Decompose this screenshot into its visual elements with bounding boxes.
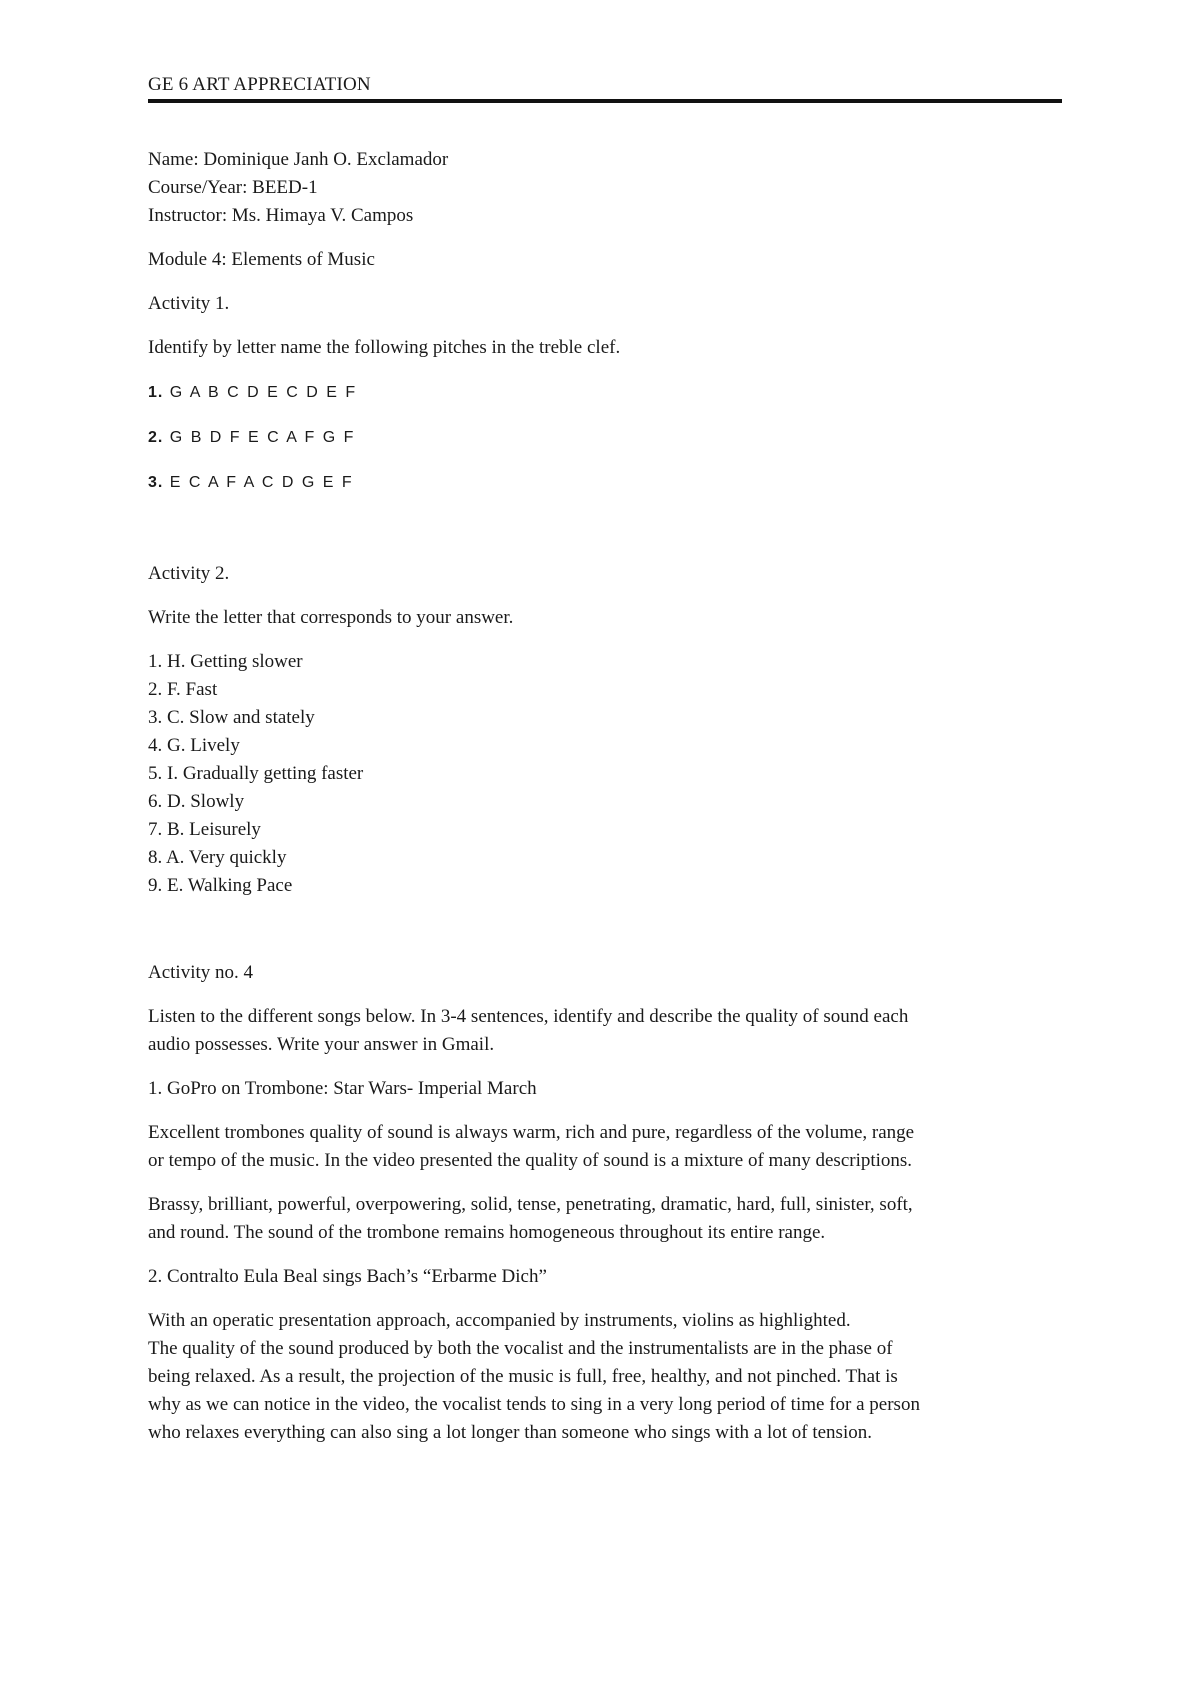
activity2-answer: 3. C. Slow and stately (148, 707, 315, 728)
activity2-answer: 4. G. Lively (148, 735, 240, 756)
activity2-instruction: Write the letter that corresponds to your answer. (148, 607, 514, 628)
activity2-answer: 1. H. Getting slower (148, 651, 303, 672)
song2-title: 2. Contralto Eula Beal sings Bach’s “Erbarme Dich” (148, 1266, 547, 1287)
activity1-answer-3 (148, 471, 354, 495)
activity4-instruction: audio possesses. Write your answer in Gmail. (148, 1034, 495, 1055)
activity1-answer-1 (148, 381, 357, 405)
student-name: Name: Dominique Janh O. Exclamador (148, 149, 449, 170)
activity2-answer: 6. D. Slowly (148, 791, 245, 812)
activity2-answer: 7. B. Leisurely (148, 819, 261, 840)
song1-paragraph: and round. The sound of the trombone remains homogeneous throughout its entire range. (148, 1222, 826, 1243)
answer-number: 1. (148, 384, 164, 401)
song1-paragraph: Brassy, brilliant, powerful, overpowering, solid, tense, penetrating, dramatic, hard, full, sinister, soft, (148, 1194, 913, 1215)
activity4-instruction: Listen to the different songs below. In 3-4 sentences, identify and describe the quality of sound each (148, 1006, 909, 1027)
activity2-answer: 8. A. Very quickly (148, 847, 287, 868)
answer-text: E C A F A C D G E F (169, 474, 354, 491)
song1-title: 1. GoPro on Trombone: Star Wars- Imperial March (148, 1078, 537, 1099)
student-course: Course/Year: BEED-1 (148, 177, 318, 198)
activity1-instruction: Identify by letter name the following pitches in the treble clef. (148, 337, 621, 358)
answer-text: G B D F E C A F G F (169, 429, 356, 446)
activity1-answer-2 (148, 426, 355, 450)
song2-paragraph: who relaxes everything can also sing a lot longer than someone who sings with a lot of tension. (148, 1422, 872, 1443)
activity2-title: Activity 2. (148, 563, 230, 584)
song1-paragraph: Excellent trombones quality of sound is always warm, rich and pure, regardless of the volume, range (148, 1122, 915, 1143)
module-title: Module 4: Elements of Music (148, 249, 375, 270)
song1-paragraph: or tempo of the music. In the video presented the quality of sound is a mixture of many descriptions. (148, 1150, 913, 1171)
activity2-answer: 9. E. Walking Pace (148, 875, 293, 896)
answer-number: 3. (148, 474, 164, 491)
header-title: GE 6 ART APPRECIATION (148, 74, 371, 95)
header-divider (148, 99, 1062, 103)
student-instructor: Instructor: Ms. Himaya V. Campos (148, 205, 414, 226)
answer-text: G A B C D E C D E F (169, 384, 358, 401)
activity4-title: Activity no. 4 (148, 962, 254, 983)
activity1-title: Activity 1. (148, 293, 230, 314)
song2-paragraph: The quality of the sound produced by both the vocalist and the instrumentalists are in the phase of (148, 1338, 893, 1359)
activity2-answer: 2. F. Fast (148, 679, 218, 700)
activity2-answer: 5. I. Gradually getting faster (148, 763, 364, 784)
song2-paragraph: With an operatic presentation approach, accompanied by instruments, violins as highlighted. (148, 1310, 851, 1331)
answer-number: 2. (148, 429, 164, 446)
song2-paragraph: being relaxed. As a result, the projection of the music is full, free, healthy, and not pinched. That is (148, 1366, 898, 1387)
song2-paragraph: why as we can notice in the video, the vocalist tends to sing in a very long period of time for a person (148, 1394, 920, 1415)
